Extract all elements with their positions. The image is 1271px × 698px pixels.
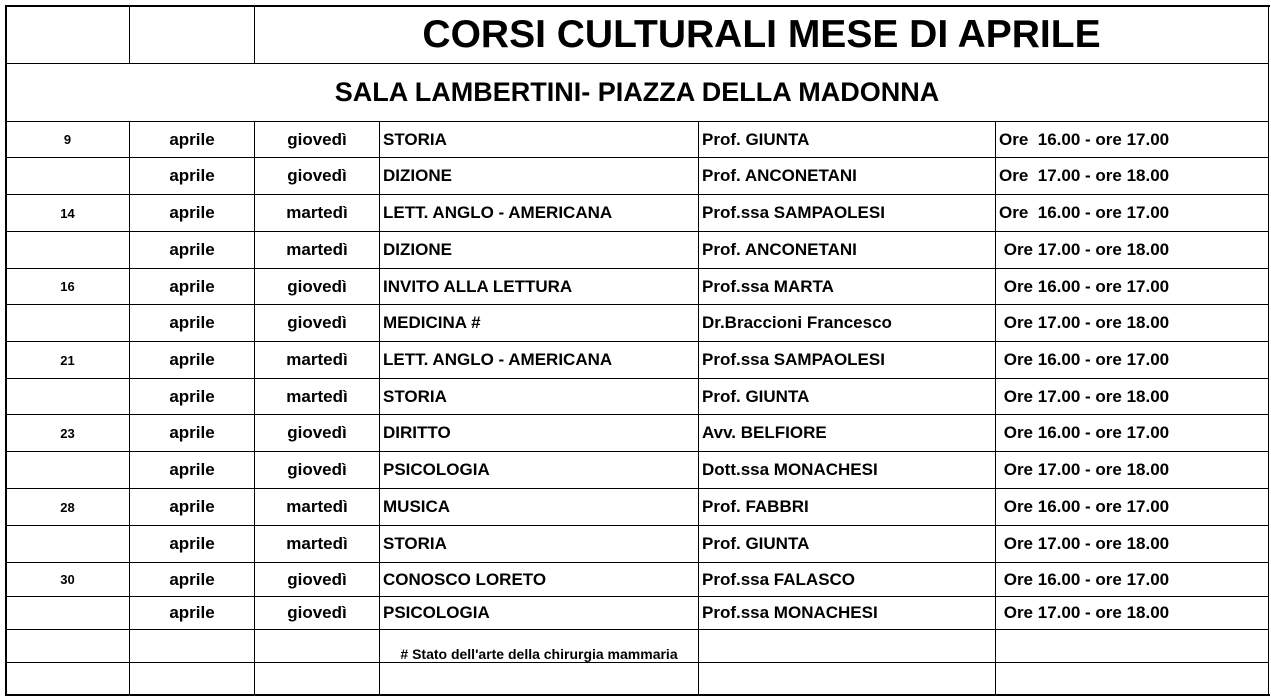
weekday-cell: martedì bbox=[286, 497, 348, 516]
time-cell: Ore 16.00 - ore 17.00 bbox=[999, 497, 1170, 516]
month-cell: aprile bbox=[169, 603, 215, 622]
footnote: # Stato dell'arte della chirurgia mammaria bbox=[400, 646, 678, 662]
page-subtitle: SALA LAMBERTINI- PIAZZA DELLA MADONNA bbox=[334, 77, 940, 107]
month-cell: aprile bbox=[169, 534, 215, 553]
course-cell: PSICOLOGIA bbox=[383, 460, 490, 479]
weekday-cell: giovedì bbox=[287, 166, 347, 185]
time-cell: Ore 17.00 - ore 18.00 bbox=[999, 166, 1170, 185]
time-cell: Ore 17.00 - ore 18.00 bbox=[999, 534, 1170, 553]
weekday-cell: martedì bbox=[286, 203, 348, 222]
weekday-cell: giovedì bbox=[287, 569, 347, 589]
teacher-cell: Prof.ssa MONACHESI bbox=[702, 603, 878, 622]
teacher-cell: Prof.ssa SAMPAOLESI bbox=[702, 350, 885, 369]
month-cell: aprile bbox=[169, 497, 215, 516]
time-cell: Ore 17.00 - ore 18.00 bbox=[999, 603, 1170, 622]
time-cell: Ore 17.00 - ore 18.00 bbox=[999, 460, 1170, 479]
course-cell: LETT. ANGLO - AMERICANA bbox=[383, 203, 613, 222]
teacher-cell: Prof.ssa FALASCO bbox=[702, 569, 856, 589]
month-cell: aprile bbox=[169, 350, 215, 369]
weekday-cell: giovedì bbox=[287, 460, 347, 479]
teacher-cell: Prof.ssa MARTA bbox=[702, 276, 834, 296]
time-cell: Ore 16.00 - ore 17.00 bbox=[999, 129, 1170, 149]
day-cell: 14 bbox=[60, 205, 75, 221]
day-cell bbox=[6, 597, 129, 629]
weekday-cell: martedì bbox=[286, 386, 348, 406]
month-cell: aprile bbox=[169, 423, 215, 442]
day-cell bbox=[6, 452, 129, 488]
month-cell: aprile bbox=[169, 203, 215, 222]
weekday-cell: martedì bbox=[286, 350, 348, 369]
teacher-cell: Prof. GIUNTA bbox=[702, 129, 810, 149]
weekday-cell: giovedì bbox=[287, 603, 347, 622]
weekday-cell: giovedì bbox=[287, 423, 347, 442]
course-cell: DIZIONE bbox=[383, 240, 452, 259]
time-cell: Ore 16.00 - ore 17.00 bbox=[999, 350, 1170, 369]
teacher-cell: Prof. GIUNTA bbox=[702, 386, 810, 406]
course-cell: PSICOLOGIA bbox=[383, 603, 490, 622]
time-cell: Ore 17.00 - ore 18.00 bbox=[999, 240, 1170, 259]
month-cell: aprile bbox=[169, 240, 215, 259]
weekday-cell: martedì bbox=[286, 240, 348, 259]
weekday-cell: giovedì bbox=[287, 129, 347, 149]
teacher-cell: Prof. FABBRI bbox=[702, 497, 809, 516]
month-cell: aprile bbox=[169, 313, 215, 332]
col-line bbox=[129, 5, 130, 63]
teacher-cell: Prof. ANCONETANI bbox=[702, 166, 857, 185]
course-cell: LETT. ANGLO - AMERICANA bbox=[383, 350, 613, 369]
teacher-cell: Prof. GIUNTA bbox=[702, 534, 810, 553]
teacher-cell: Dott.ssa MONACHESI bbox=[702, 460, 878, 479]
teacher-cell: Dr.Braccioni Francesco bbox=[702, 313, 892, 332]
course-cell: CONOSCO LORETO bbox=[383, 569, 547, 589]
month-cell: aprile bbox=[169, 129, 215, 149]
day-cell bbox=[6, 526, 129, 562]
course-cell: STORIA bbox=[383, 534, 447, 553]
day-cell bbox=[6, 379, 129, 414]
weekday-cell: giovedì bbox=[287, 276, 347, 296]
day-cell: 16 bbox=[60, 279, 75, 294]
weekday-cell: giovedì bbox=[287, 313, 347, 332]
day-cell: 21 bbox=[60, 352, 75, 368]
day-cell bbox=[6, 305, 129, 341]
day-cell: 9 bbox=[63, 132, 72, 147]
time-cell: Ore 16.00 - ore 17.00 bbox=[999, 423, 1170, 442]
course-cell: MEDICINA # bbox=[383, 313, 481, 332]
month-cell: aprile bbox=[169, 166, 215, 185]
month-cell: aprile bbox=[169, 569, 215, 589]
teacher-cell: Prof.ssa SAMPAOLESI bbox=[702, 203, 885, 222]
page-title: CORSI CULTURALI MESE DI APRILE bbox=[422, 12, 1101, 56]
course-cell: STORIA bbox=[383, 386, 447, 406]
border-bottom bbox=[5, 694, 1270, 696]
month-cell: aprile bbox=[169, 386, 215, 406]
day-cell: 30 bbox=[60, 572, 75, 587]
time-cell: Ore 17.00 - ore 18.00 bbox=[999, 386, 1170, 406]
day-cell bbox=[6, 158, 129, 194]
time-cell: Ore 16.00 - ore 17.00 bbox=[999, 276, 1170, 296]
course-cell: INVITO ALLA LETTURA bbox=[383, 276, 573, 296]
weekday-cell: martedì bbox=[286, 534, 348, 553]
course-cell: DIZIONE bbox=[383, 166, 452, 185]
teacher-cell: Avv. BELFIORE bbox=[702, 423, 827, 442]
month-cell: aprile bbox=[169, 276, 215, 296]
course-cell: STORIA bbox=[383, 129, 447, 149]
course-cell: MUSICA bbox=[383, 497, 451, 516]
day-cell bbox=[6, 232, 129, 268]
time-cell: Ore 16.00 - ore 17.00 bbox=[999, 203, 1170, 222]
teacher-cell: Prof. ANCONETANI bbox=[702, 240, 857, 259]
time-cell: Ore 17.00 - ore 18.00 bbox=[999, 313, 1170, 332]
course-cell: DIRITTO bbox=[383, 423, 451, 442]
day-cell: 28 bbox=[60, 499, 75, 515]
day-cell: 23 bbox=[60, 425, 75, 441]
time-cell: Ore 16.00 - ore 17.00 bbox=[999, 569, 1170, 589]
month-cell: aprile bbox=[169, 460, 215, 479]
